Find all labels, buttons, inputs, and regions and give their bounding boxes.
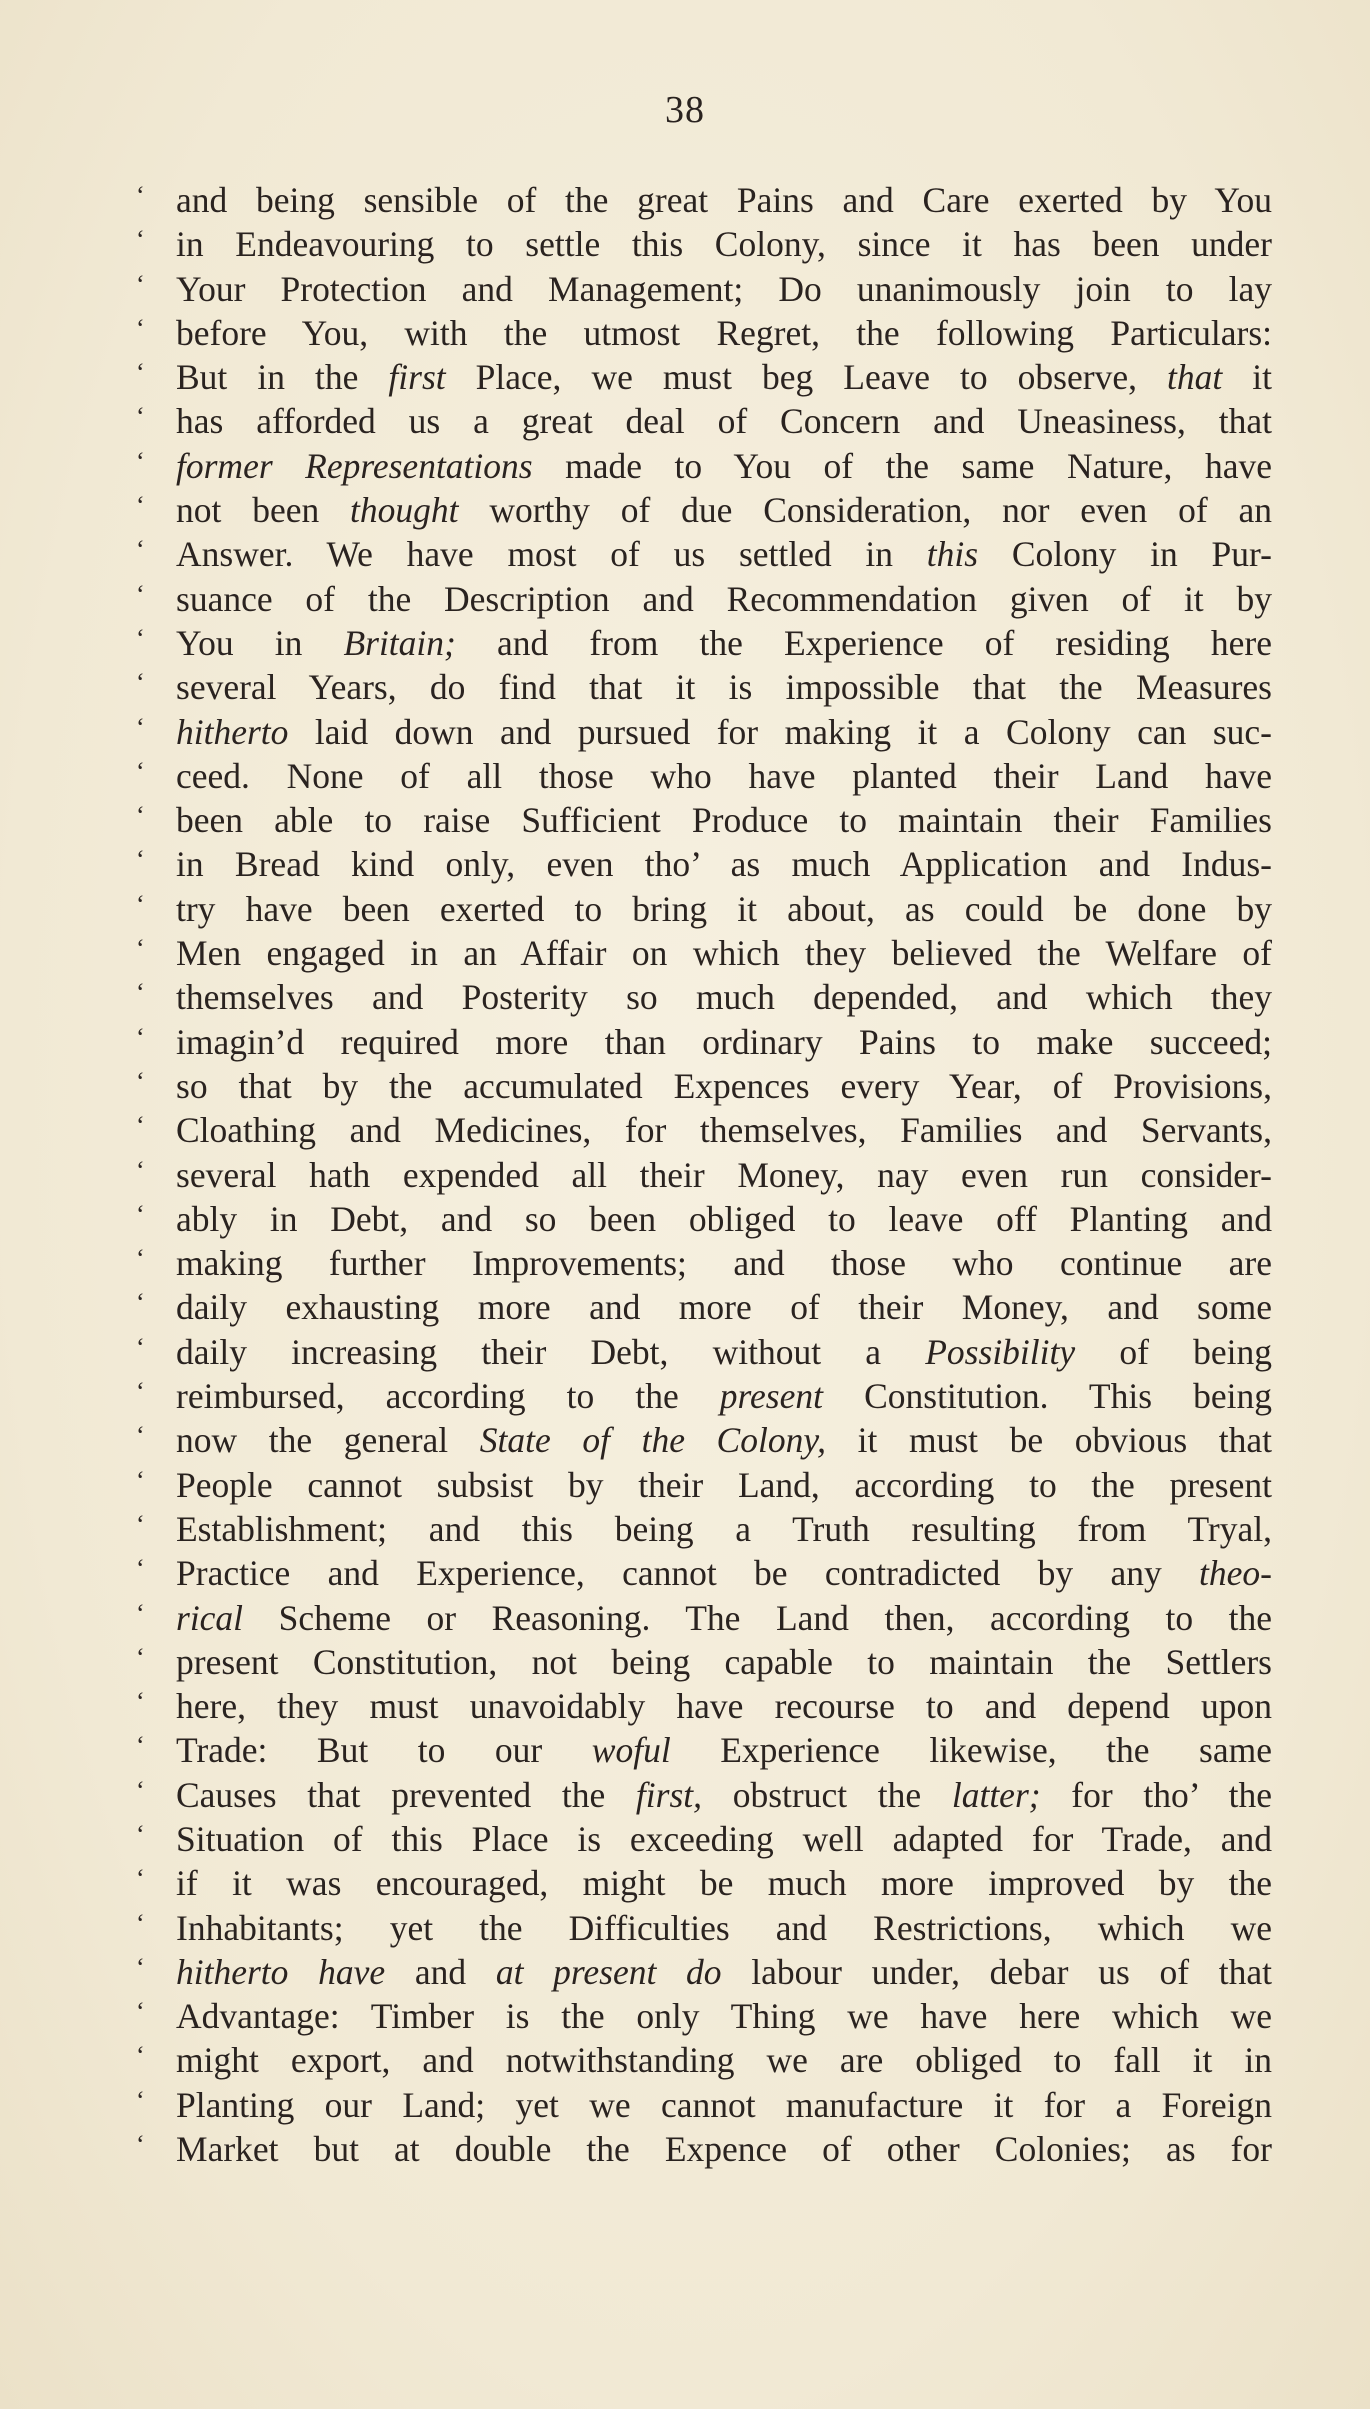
text-line: [136, 1861, 1272, 1905]
text-line: [136, 842, 1272, 886]
text-line: [136, 887, 1272, 931]
quotation-mark: ‘: [136, 1554, 145, 1584]
quotation-mark: ‘: [136, 2130, 145, 2160]
line-text: [176, 754, 1272, 798]
text-line: [136, 355, 1272, 399]
text-line: [136, 1640, 1272, 1684]
line-text: [176, 1773, 1272, 1817]
text-segment: Answer. We have most of us settled in: [176, 534, 927, 575]
text-segment: so that by the accumulated Expences every Year, of Provisions,: [176, 1065, 1272, 1106]
text-segment: Planting our Land; yet we cannot manufacture it for a Foreign: [176, 2084, 1272, 2125]
text-segment: Establishment; and this being a Truth resulting from Tryal,: [176, 1508, 1272, 1549]
text-line: [136, 1684, 1272, 1728]
line-text: [176, 1551, 1272, 1595]
text-segment: Market but at double the Expence of other Colonies; as for: [176, 2129, 1272, 2170]
line-text: [176, 1728, 1272, 1772]
text-segment: not been: [176, 490, 351, 531]
italic-text: present: [719, 1376, 823, 1417]
line-text: [176, 842, 1272, 886]
quotation-mark: ‘: [136, 1022, 145, 1052]
line-text: [176, 887, 1272, 931]
italic-text: that: [1167, 357, 1223, 398]
line-text: [176, 1640, 1272, 1684]
text-line: [136, 577, 1272, 621]
quotation-mark: ‘: [136, 712, 145, 742]
line-text: [176, 1861, 1272, 1905]
text-segment: Trade: But to our: [176, 1730, 592, 1771]
line-text: [176, 1684, 1272, 1728]
text-segment: suance of the Description and Recommendation given of it by: [176, 578, 1272, 619]
quotation-mark: ‘: [136, 1332, 145, 1362]
text-line: [136, 1330, 1272, 1374]
quotation-mark: ‘: [136, 1465, 145, 1495]
text-segment: laid down and pursued for making it a Colony can suc-: [288, 711, 1272, 752]
line-text: [176, 710, 1272, 754]
quotation-mark: ‘: [136, 1199, 145, 1229]
text-line: [136, 1108, 1272, 1152]
line-text: [176, 1507, 1272, 1551]
line-text: [176, 1596, 1272, 1640]
text-segment: worthy of due Consideration, nor even of an: [458, 490, 1272, 531]
text-line: [136, 621, 1272, 665]
line-text: [176, 1241, 1272, 1285]
text-segment: daily increasing their Debt, without a: [176, 1331, 926, 1372]
text-segment: reimbursed, according to the: [176, 1376, 720, 1417]
quotation-mark: ‘: [136, 801, 145, 831]
line-text: [176, 1153, 1272, 1197]
text-segment: several Years, do find that it is impossible that the Measures: [176, 667, 1272, 708]
text-segment: Experience likewise, the same: [670, 1730, 1272, 1771]
text-segment: several hath expended all their Money, nay even run consider-: [176, 1154, 1272, 1195]
italic-text: woful: [591, 1730, 671, 1771]
quotation-mark: ‘: [136, 491, 145, 521]
text-line: [136, 488, 1272, 532]
text-segment: in Endeavouring to settle this Colony, since it has been under: [176, 224, 1272, 265]
text-segment: daily exhausting more and more of their Money, and some: [176, 1287, 1272, 1328]
text-line: [136, 2038, 1272, 2082]
quotation-mark: ‘: [136, 1819, 145, 1849]
quotation-mark: ‘: [136, 313, 145, 343]
text-segment: present Constitution, not being capable to maintain the Settlers: [176, 1641, 1272, 1682]
quotation-mark: ‘: [136, 1509, 145, 1539]
line-text: [176, 1418, 1272, 1462]
text-line: [136, 975, 1272, 1019]
text-segment: Scheme or Reasoning. The Land then, according to the: [243, 1597, 1272, 1638]
text-segment: People cannot subsist by their Land, according to the present: [176, 1464, 1272, 1505]
line-text: [176, 1197, 1272, 1241]
quotation-mark: ‘: [136, 2085, 145, 2115]
italic-text: at present do: [495, 1951, 722, 1992]
text-segment: Place, we must beg Leave to observe,: [445, 357, 1167, 398]
text-line: [136, 2127, 1272, 2171]
text-line: [136, 1596, 1272, 1640]
text-segment: made to You of the same Nature, have: [532, 445, 1272, 486]
text-segment: imagin’d required more than ordinary Pains to make succeed;: [176, 1021, 1272, 1062]
text-line: [136, 665, 1272, 709]
text-segment: Inhabitants; yet the Difficulties and Restrictions, which we: [176, 1907, 1272, 1948]
quotation-mark: ‘: [136, 756, 145, 786]
italic-text: Possibility: [925, 1331, 1076, 1372]
line-text: [176, 222, 1272, 266]
line-text: [176, 267, 1272, 311]
line-text: [176, 399, 1272, 443]
text-segment: Colony in Pur-: [978, 534, 1272, 575]
quotation-mark: ‘: [136, 1687, 145, 1717]
quotation-mark: ‘: [136, 1775, 145, 1805]
text-segment: in Bread kind only, even tho’ as much Application and Indus-: [176, 844, 1272, 885]
line-text: [176, 1463, 1272, 1507]
text-segment: ably in Debt, and so been obliged to leave off Planting and: [176, 1198, 1272, 1239]
line-text: [176, 488, 1272, 532]
italic-text: State of the Colony,: [479, 1420, 827, 1461]
quotation-mark: ‘: [136, 225, 145, 255]
text-segment: labour under, debar us of that: [721, 1951, 1272, 1992]
text-segment: it must be obvious that: [826, 1420, 1272, 1461]
line-text: [176, 1064, 1272, 1108]
text-line: [136, 532, 1272, 576]
text-line: [136, 1241, 1272, 1285]
text-segment: Practice and Experience, cannot be contradicted by any: [176, 1553, 1200, 1594]
text-segment: Cloathing and Medicines, for themselves, Families and Servants,: [176, 1110, 1272, 1151]
text-line: [136, 1551, 1272, 1595]
text-segment: been able to raise Sufficient Produce to maintain their Families: [176, 800, 1272, 841]
quotation-mark: ‘: [136, 181, 145, 210]
text-segment: themselves and Posterity so much depended, and which they: [176, 977, 1272, 1018]
text-line: [136, 1064, 1272, 1108]
quotation-mark: ‘: [136, 1111, 145, 1141]
text-segment: and being sensible of the great Pains and Care exerted by You: [176, 180, 1272, 220]
quotation-mark: ‘: [136, 1731, 145, 1761]
page-number: 38: [665, 89, 705, 131]
text-line: [136, 2083, 1272, 2127]
text-line: [136, 931, 1272, 975]
text-line: [136, 222, 1272, 266]
quotation-mark: ‘: [136, 1377, 145, 1407]
line-text: [176, 1108, 1272, 1152]
text-line: [136, 1950, 1272, 1994]
quotation-mark: ‘: [136, 1066, 145, 1096]
text-segment: Your Protection and Management; Do unanimously join to lay: [176, 268, 1272, 309]
line-text: [176, 444, 1272, 488]
line-text: [176, 2127, 1272, 2171]
italic-text: Britain;: [343, 622, 456, 663]
text-line: [136, 1153, 1272, 1197]
quotation-mark: ‘: [136, 1244, 145, 1274]
text-line: [136, 444, 1272, 488]
text-line: [136, 1728, 1272, 1772]
italic-text: first,: [635, 1774, 703, 1815]
text-line: [136, 1994, 1272, 2038]
italic-text: theo-: [1199, 1553, 1272, 1594]
italic-text: first: [388, 357, 446, 398]
text-segment: here, they must unavoidably have recourse to and depend upon: [176, 1686, 1272, 1727]
line-text: [176, 1994, 1272, 2038]
text-line: [136, 1020, 1272, 1064]
text-segment: You in: [176, 622, 344, 663]
text-segment: Causes that prevented the: [176, 1774, 636, 1815]
text-line: [136, 710, 1272, 754]
quotation-mark: ‘: [136, 1421, 145, 1451]
italic-text: hitherto have: [176, 1951, 386, 1992]
quotation-mark: ‘: [136, 668, 145, 698]
text-line: [136, 798, 1272, 842]
italic-text: rical: [176, 1597, 244, 1638]
line-text: [176, 621, 1272, 665]
line-text: [176, 975, 1272, 1019]
quotation-mark: ‘: [136, 1598, 145, 1628]
quotation-mark: ‘: [136, 1997, 145, 2027]
italic-text: hitherto: [176, 711, 289, 752]
line-text: [176, 1374, 1272, 1418]
text-segment: now the general: [176, 1420, 480, 1461]
quotation-mark: ‘: [136, 269, 145, 299]
quotation-mark: ‘: [136, 934, 145, 964]
text-segment: Men engaged in an Affair on which they believed the Welfare of: [176, 933, 1272, 974]
text-line: [136, 1197, 1272, 1241]
text-line: [136, 754, 1272, 798]
text-segment: has afforded us a great deal of Concern and Uneasiness, that: [176, 401, 1272, 442]
text-segment: if it was encouraged, might be much more improved by the: [176, 1863, 1272, 1904]
line-text: [176, 1817, 1272, 1861]
quotation-mark: ‘: [136, 1908, 145, 1938]
line-text: [176, 178, 1272, 222]
text-segment: Situation of this Place is exceeding well adapted for Trade, and: [176, 1818, 1272, 1859]
text-line: [136, 399, 1272, 443]
text-segment: and from the Experience of residing here: [455, 622, 1272, 663]
quotation-mark: ‘: [136, 358, 145, 388]
text-line: [136, 178, 1272, 222]
line-text: [176, 532, 1272, 576]
text-segment: it: [1222, 357, 1272, 398]
quotation-mark: ‘: [136, 579, 145, 609]
text-segment: Constitution. This being: [823, 1376, 1272, 1417]
line-text: [176, 798, 1272, 842]
text-segment: ceed. None of all those who have planted their Land have: [176, 755, 1272, 796]
quotation-mark: ‘: [136, 446, 145, 476]
text-line: [136, 1463, 1272, 1507]
text-segment: of being: [1075, 1331, 1272, 1372]
text-segment: and: [385, 1951, 496, 1992]
line-text: [176, 355, 1272, 399]
quotation-mark: ‘: [136, 1288, 145, 1318]
text-segment: Advantage: Timber is the only Thing we have here which we: [176, 1996, 1272, 2037]
text-line: [136, 1374, 1272, 1418]
line-text: [176, 1906, 1272, 1950]
line-text: [176, 2083, 1272, 2127]
quotation-mark: ‘: [136, 402, 145, 432]
text-segment: try have been exerted to bring it about, as could be done by: [176, 888, 1272, 929]
text-line: [136, 1507, 1272, 1551]
text-segment: before You, with the utmost Regret, the following Particulars:: [176, 312, 1272, 353]
text-line: [136, 1906, 1272, 1950]
text-line: [136, 1418, 1272, 1462]
line-text: [176, 1285, 1272, 1329]
line-text: [176, 1330, 1272, 1374]
text-segment: for tho’ the: [1040, 1774, 1272, 1815]
text-line: [136, 311, 1272, 355]
italic-text: thought: [350, 490, 459, 531]
italic-text: former Representations: [176, 445, 533, 486]
quotation-mark: ‘: [136, 889, 145, 919]
text-segment: might export, and notwithstanding we are obliged to fall it in: [176, 2040, 1272, 2081]
line-text: [176, 1020, 1272, 1064]
quotation-mark: ‘: [136, 2041, 145, 2071]
line-text: [176, 577, 1272, 621]
quotation-mark: ‘: [136, 978, 145, 1008]
line-text: [176, 311, 1272, 355]
quotation-mark: ‘: [136, 845, 145, 875]
quotation-mark: ‘: [136, 1155, 145, 1185]
text-segment: making further Improvements; and those who continue are: [176, 1243, 1272, 1284]
quotation-mark: ‘: [136, 535, 145, 565]
text-segment: But in the: [176, 357, 389, 398]
italic-text: this: [926, 534, 979, 575]
line-text: [176, 1950, 1272, 1994]
text-line: [136, 267, 1272, 311]
quotation-mark: ‘: [136, 1952, 145, 1982]
line-text: [176, 665, 1272, 709]
quotation-mark: ‘: [136, 1642, 145, 1672]
text-line: [136, 1817, 1272, 1861]
text-line: [136, 1773, 1272, 1817]
line-text: [176, 2038, 1272, 2082]
quotation-mark: ‘: [136, 1864, 145, 1894]
text-line: [136, 1285, 1272, 1329]
italic-text: latter;: [951, 1774, 1041, 1815]
body-text: [136, 178, 1272, 2171]
line-text: [176, 931, 1272, 975]
quotation-mark: ‘: [136, 623, 145, 653]
text-segment: obstruct the: [702, 1774, 952, 1815]
